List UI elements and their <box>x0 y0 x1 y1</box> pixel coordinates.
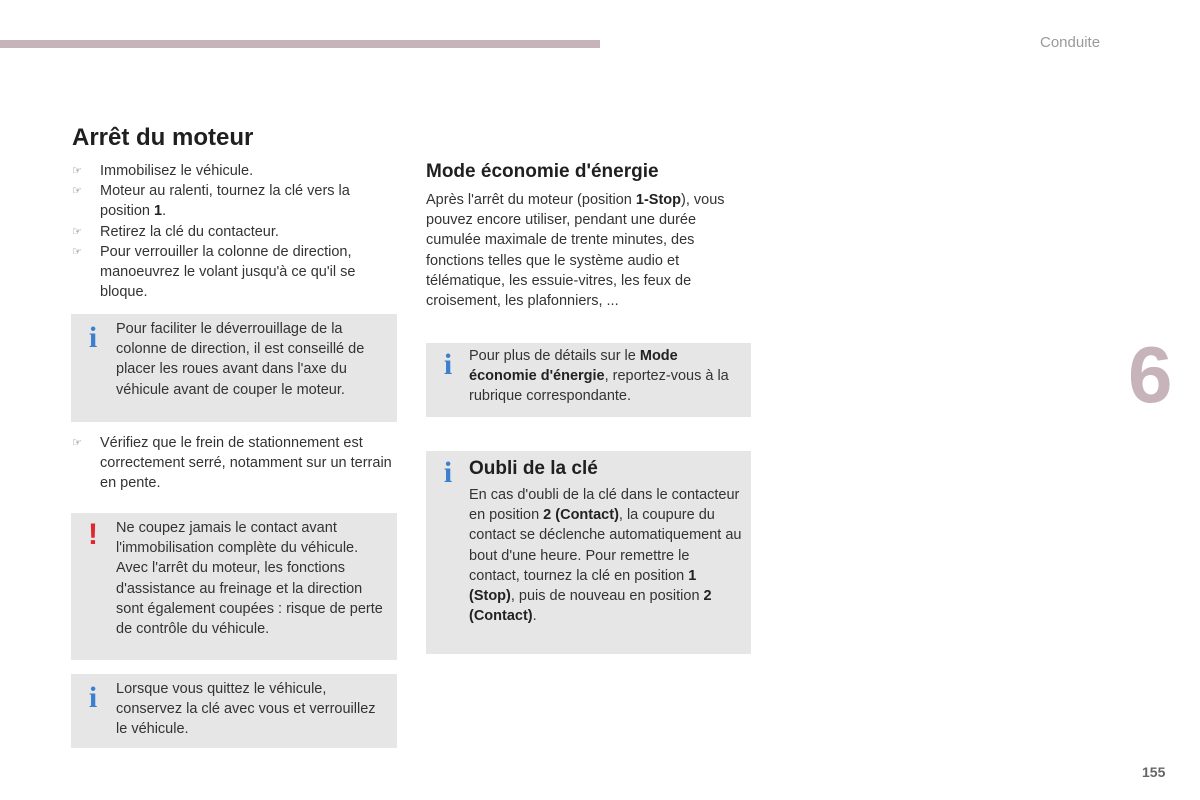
list-item: ☞ Immobilisez le véhicule. <box>72 161 392 181</box>
info-box-key <box>71 674 397 748</box>
step-list <box>72 161 392 302</box>
header-accent-bar <box>0 40 600 48</box>
list-item: ☞ Retirez la clé du contacteur. <box>72 222 392 242</box>
pointing-hand-icon: ☞ <box>72 225 82 238</box>
step-list-2 <box>72 433 392 494</box>
info-icon: i <box>443 456 453 489</box>
chapter-number: 6 <box>1128 330 1173 419</box>
eco-mode-paragraph: Après l'arrêt du moteur (position 1-Stop), vous pouvez encore utiliser, pendant une durée cumulée maximale de trente minutes, des fonctions telles que le système audio et télématique, les essuie-vitres, les feux de croisement, les plafonniers, ... <box>426 192 725 310</box>
warning-box <box>71 513 397 660</box>
list-item: ☞ Moteur au ralenti, tournez la clé vers la position 1. <box>72 183 350 220</box>
forgotten-key-title: Oubli de la clé <box>469 458 598 479</box>
info-text: Pour faciliter le déverrouillage de la colonne de direction, il est conseillé de placer les roues avant dans l'axe du véhicule avant de couper le moteur. <box>116 321 365 398</box>
pointing-hand-icon: ☞ <box>72 437 82 449</box>
pointing-hand-icon: ☞ <box>72 245 82 258</box>
warning-text: Ne coupez jamais le contact avant l'immobilisation complète du véhicule. Avec l'arrêt du moteur, les fonctions d'assistance au freinage et la direction sont également coupées : risque de perte de contrôle du véhicule. <box>116 520 383 638</box>
chapter-title: Conduite <box>1040 34 1101 51</box>
page-number: 155 <box>1142 764 1166 780</box>
info-text: Lorsque vous quittez le véhicule, conservez la clé avec vous et verrouillez le véhicule. <box>116 681 376 738</box>
pointing-hand-icon: ☞ <box>72 165 82 177</box>
forgotten-key-box <box>426 451 751 654</box>
warning-icon: ! <box>88 518 98 551</box>
info-text: Pour plus de détails sur le Mode économie d'énergie, reportez-vous à la rubrique correspondante. <box>469 348 729 405</box>
list-item: ☞ Vérifiez que le frein de stationnement est correctement serré, notamment sur un terrain en pente. <box>72 435 392 492</box>
info-icon: i <box>443 348 453 381</box>
info-icon: i <box>88 681 98 714</box>
eco-mode-title: Mode économie d'énergie <box>426 161 659 182</box>
section-title: Arrêt du moteur <box>72 124 254 151</box>
info-icon: i <box>88 321 98 354</box>
info-box-steering <box>71 314 397 422</box>
pointing-hand-icon: ☞ <box>72 185 82 198</box>
forgotten-key-text: En cas d'oubli de la clé dans le contacteur en position 2 (Contact), la coupure du contact se déclenche automatiquement au bout d'une heure. Pour remettre le contact, tournez la clé en position 1 (Stop), puis de nouveau en position 2 (Contact). <box>469 487 742 625</box>
list-item: ☞ Pour verrouiller la colonne de direction, manoeuvrez le volant jusqu'à ce qu'il se bloque. <box>72 243 356 301</box>
info-box-eco <box>426 343 751 417</box>
